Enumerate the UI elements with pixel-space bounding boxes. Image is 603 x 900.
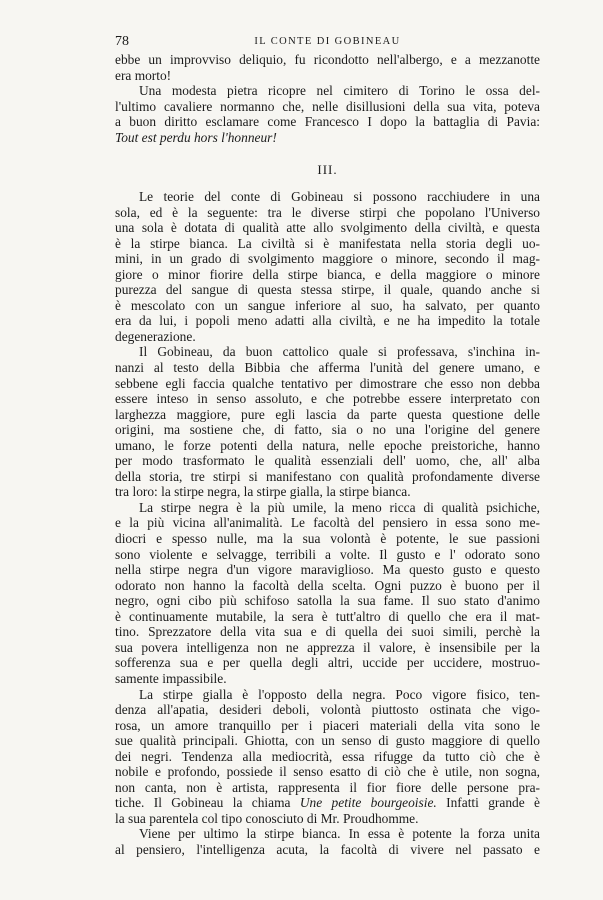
text-line: ebbe un improvviso deliquio, fu ricondotto nell'albergo, e a mezzanotte [115, 52, 540, 67]
text-line: era morto! [115, 67, 172, 83]
section-heading: III. [317, 162, 338, 177]
section-body [115, 189, 540, 858]
text-line: larghezza maggiore, pure egli lascia da parte questa questione delle [115, 406, 540, 422]
text-line: è la stirpe bianca. La civiltà si è manifestata nella storia degli uo- [115, 235, 540, 251]
quote-line: Tout est perdu hors l'honneur! [115, 129, 277, 145]
text-line: sola, ed è la seguente: tra le diverse stirpi che popolano l'Universo [115, 204, 540, 220]
text-line: nobile e profondo, possiede il senso esatto di ciò che è utile, non sogna, [115, 764, 540, 780]
text-line: sebbene egli faccia qualche tentativo per dimostrare che esso non debba [115, 375, 540, 391]
text-line: a buon diritto esclamare come Francesco I dopo la battaglia di Pavia: [115, 114, 540, 130]
text-line: Il Gobineau, da buon cattolico quale si professava, s'inchina in- [139, 344, 540, 360]
text-line: e la più vicina all'animalità. Le facoltà del pensiero in essa sono me- [115, 515, 540, 531]
text-line: samente impassibile. [115, 670, 227, 686]
text-line: sono violente e selvagge, terribili a volte. Il gusto e l' odorato sono [115, 546, 540, 562]
text-line: è continuamente mutabile, la sera è tutt'altro di quello che era il mat- [115, 608, 540, 624]
text-segment: tiche. Il Gobineau la chiama [115, 795, 291, 811]
text-line: nella stirpe negra d'un vigore maraviglioso. Ma questo gusto e questo [115, 562, 540, 578]
text-line: al pensiero, l'intelligenza acuta, la facoltà di vivere nel passato e [115, 841, 540, 857]
text-line: origini, ma sostiene che, di fatto, sia o no una l'origine del genere [115, 422, 540, 438]
text-line: sue qualità principali. Ghiotta, con un senso di gusto maggiore di quello [115, 733, 540, 749]
text-line: denza all'apatia, desideri deboli, volontà piuttosto ostinata che vigo- [115, 702, 540, 718]
text-line: sua povera intelligenza non ne apprezza il valore, è insensibile per la [115, 639, 540, 655]
text-line: tra loro: la stirpe negra, la stirpe gialla, la stirpe bianca. [115, 484, 411, 500]
text-line: Viene per ultimo la stirpe bianca. In essa è potente la forza unita [139, 826, 540, 842]
closing-paragraphs [115, 52, 540, 145]
text-line: nanzi al testo della Bibbia che afferma l'unità del genere umano, e [115, 360, 540, 376]
text-line: degenerazione. [115, 328, 196, 344]
text-line: negro, ogni cibo più schifoso satolla la sua fame. Il suo stato d'animo [115, 593, 540, 609]
text-line: essere inteso in senso assoluto, e che potrebbe essere interpretato con [115, 391, 540, 407]
text-line: La stirpe negra è la più umile, la meno ricca di qualità psichiche, [139, 499, 540, 515]
text-line: una sola è dotata di qualità atte allo svolgimento della civiltà, e questa [115, 220, 540, 236]
italic-phrase: Une petite bourgeoisie. [299, 795, 437, 811]
text-line: della storia, tre stirpi si manifestano con qualità profondamente diverse [115, 468, 540, 484]
text-line: La stirpe gialla è l'opposto della negra. Poco vigore fisico, ten- [139, 686, 540, 702]
text-line: mini, in un grado di svolgimento maggiore o minore, secondo il mag- [115, 251, 540, 267]
text-line: per modo trasformato le qualità essenziali dell' uomo, che, all' alba [115, 453, 540, 469]
text-line: rosa, un amore tranquillo per i piaceri materiali della vita sono le [115, 717, 540, 733]
page-number: 78 [115, 34, 129, 49]
text-line: dei negri. Tendenza alla mediocrità, essa rifugge da tutto ciò che è [115, 748, 540, 764]
text-line: purezza del sangue di questa stessa stirpe, il quale, quando anche si [115, 282, 540, 298]
text-line: umano, le forze potenti della natura, nelle epoche preistoriche, hanno [115, 437, 540, 453]
text-line: tino. Sprezzatore della vita sua e di quella dei suoi simili, perchè la [115, 624, 540, 640]
running-title: IL CONTE DI GOBINEAU [254, 36, 401, 47]
text-line: Una modesta pietra ricopre nel cimitero di Torino le ossa del- [139, 83, 540, 99]
text-line: Le teorie del conte di Gobineau si possono racchiudere in una [139, 189, 540, 204]
text-segment: Infatti grande è [446, 795, 540, 811]
text-line: l'ultimo cavaliere normanno che, nelle disillusioni della sua vita, poteva [115, 98, 540, 114]
text-line: diocri e spesso nulle, ma la sua volontà è potente, le sue passioni [115, 531, 540, 547]
text-line: odorato non hanno la facoltà della scelta. Ogni puzzo è buono per il [115, 577, 540, 593]
text-line-with-italic [115, 795, 540, 811]
text-line: è mescolato con un sangue inferiore al suo, ha salvato, per quanto [115, 297, 540, 313]
text-line: giore o minor fiorire della stirpe bianca, e della maggiore o minore [115, 266, 540, 282]
text-line: non canta, non è artista, rappresenta il fior fiore delle persone pra- [115, 779, 540, 795]
text-line: sofferenza sua e per quella degli altri, uccide per uccidere, mostruo- [115, 655, 540, 671]
text-line: era da lui, i popoli meno adatti alla civiltà, e ne ha impedito la totale [115, 313, 540, 329]
page-header [115, 34, 540, 52]
text-line: la sua parentela col tipo conosciuto di Mr. Proudhomme. [115, 810, 419, 826]
